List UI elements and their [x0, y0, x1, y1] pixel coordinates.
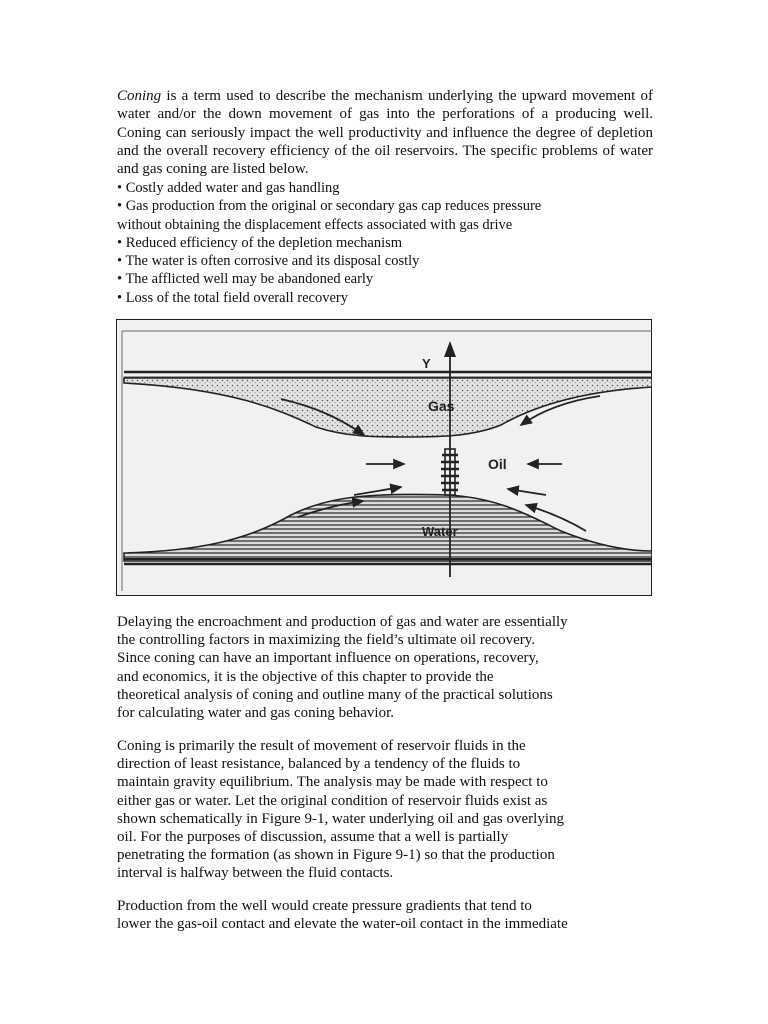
coning-problems-list: [117, 179, 657, 307]
paragraph-line: lower the gas-oil contact and elevate the water-oil contact in the immediate: [117, 916, 568, 933]
paragraph-line: either gas or water. Let the original condition of reservoir fluids exist as: [117, 792, 548, 809]
gas-cap: [124, 378, 652, 437]
paragraph-line: maintain gravity equilibrium. The analysis may be made with respect to: [117, 774, 548, 791]
y-axis-label: Y: [422, 356, 431, 371]
list-item: • Reduced efficiency of the depletion mechanism: [117, 234, 403, 251]
intro-text: is a term used to describe the mechanism underlying the upward movement of water and/or the down movement of gas into the perforations of a producing well. Coning can seriously impact the well productivity and influence the degree of depletion and the overall recovery efficiency of the oil reservoirs. The specific problems of water and gas coning are listed below.: [117, 88, 653, 178]
list-item: • The afflicted well may be abandoned early: [117, 271, 374, 288]
y-axis-arrowhead: [444, 341, 456, 357]
coning-figure: [116, 319, 652, 596]
water-zone: [124, 494, 652, 561]
paragraph-line: for calculating water and gas coning behavior.: [117, 705, 394, 722]
paragraph-line: oil. For the purposes of discussion, assume that a well is partially: [117, 829, 509, 846]
intro-paragraph: [117, 87, 653, 178]
paragraph-line: Production from the well would create pressure gradients that tend to: [117, 898, 532, 914]
paragraph-line: direction of least resistance, balanced by a tendency of the fluids to: [117, 756, 521, 773]
water-label: Water: [422, 524, 458, 539]
paragraph-line: interval is halfway between the fluid contacts.: [117, 865, 394, 882]
paragraph-line: and economics, it is the objective of this chapter to provide the: [117, 668, 494, 685]
paragraph-line: Since coning can have an important influence on operations, recovery,: [117, 650, 539, 667]
paragraph-delaying: [117, 613, 637, 722]
list-item: • Gas production from the original or secondary gas cap reduces pressure: [117, 198, 542, 215]
coning-diagram: [116, 319, 652, 596]
list-item: • Costly added water and gas handling: [117, 180, 340, 196]
coning-term: Coning: [117, 88, 162, 104]
paragraph-line: Coning is primarily the result of movement of reservoir fluids in the: [117, 738, 526, 754]
list-item: • The water is often corrosive and its disposal costly: [117, 253, 420, 270]
gas-label: Gas: [428, 398, 455, 414]
list-item: without obtaining the displacement effects associated with gas drive: [117, 216, 513, 233]
paragraph-line: theoretical analysis of coning and outline many of the practical solutions: [117, 686, 553, 703]
paragraph-coning-primarily: [117, 737, 637, 883]
paragraph-line: shown schematically in Figure 9-1, water underlying oil and gas overlying: [117, 810, 564, 827]
paragraph-line: the controlling factors in maximizing the field’s ultimate oil recovery.: [117, 632, 536, 649]
oil-label: Oil: [488, 456, 507, 472]
paragraph-line: penetrating the formation (as shown in Figure 9-1) so that the production: [117, 847, 555, 864]
list-item: • Loss of the total field overall recovery: [117, 289, 348, 306]
paragraph-production: [117, 897, 637, 933]
paragraph-line: Delaying the encroachment and production of gas and water are essentially: [117, 614, 568, 630]
